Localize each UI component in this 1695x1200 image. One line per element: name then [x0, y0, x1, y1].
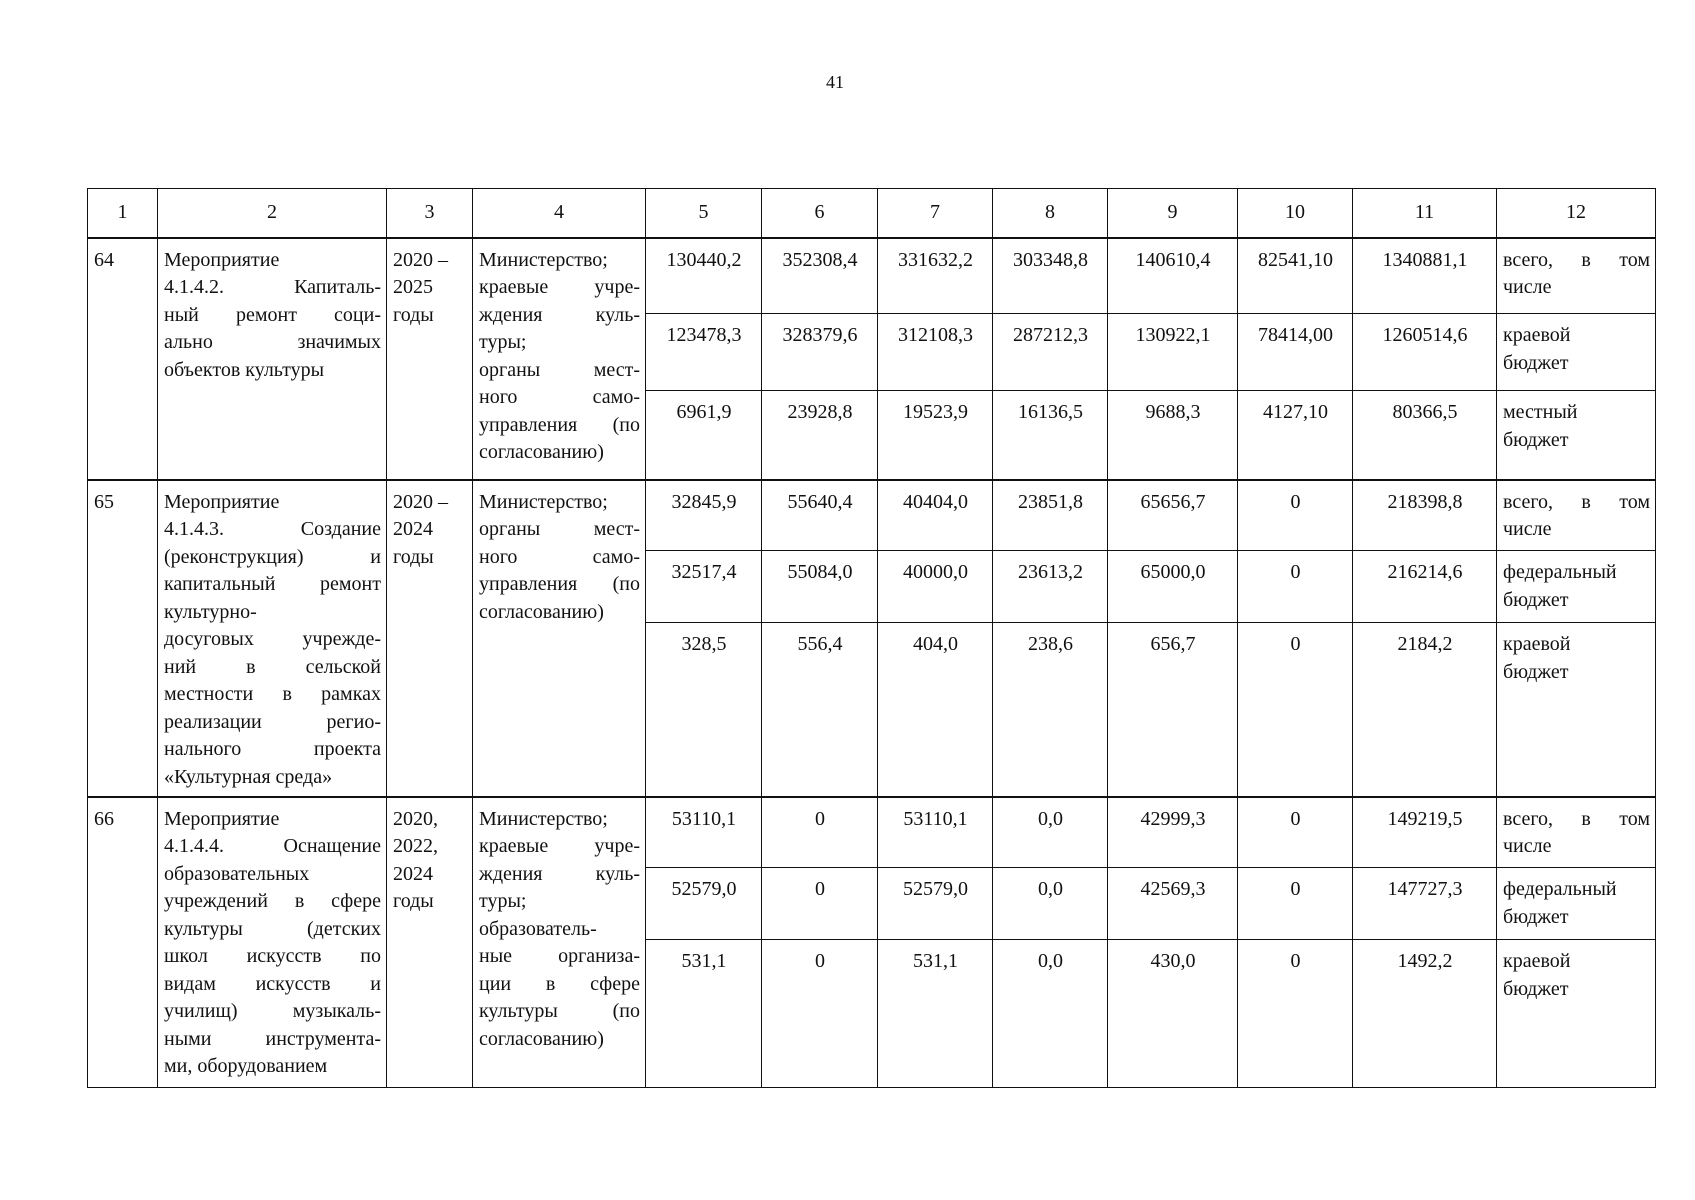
row-number: 65	[88, 480, 158, 797]
column-header: 8	[993, 189, 1108, 238]
value-cell: 53110,1	[878, 797, 993, 868]
text-line: числе	[1503, 276, 1552, 298]
value-cell: 82541,10	[1238, 238, 1353, 314]
text-line: досуговых учрежде-	[164, 628, 381, 650]
text-line: всего, в том	[1503, 807, 1650, 830]
text-line: управления (по	[479, 573, 640, 595]
funding-source	[1497, 314, 1656, 391]
row-number: 66	[88, 797, 158, 1088]
text-line: бюджет	[1503, 905, 1569, 928]
value-cell: 19523,9	[878, 391, 993, 480]
value-cell: 32845,9	[646, 480, 762, 551]
text-line: Министерство;	[479, 807, 608, 830]
value-cell: 331632,2	[878, 238, 993, 314]
value-cell: 23613,2	[993, 551, 1108, 623]
value-cell: 52579,0	[646, 868, 762, 940]
text-line: школ искусств по	[164, 945, 381, 967]
value-cell: 140610,4	[1108, 238, 1238, 314]
value-cell: 531,1	[878, 940, 993, 1088]
value-cell: 65656,7	[1108, 480, 1238, 551]
value-cell: 0	[762, 940, 878, 1088]
value-cell: 0	[1238, 940, 1353, 1088]
value-cell: 0	[1238, 551, 1353, 623]
text-line: числе	[1503, 835, 1552, 857]
text-line: 2025	[393, 276, 433, 298]
value-cell: 0	[1238, 623, 1353, 797]
column-header: 9	[1108, 189, 1238, 238]
header-row	[88, 189, 1656, 238]
text-line: ждения куль-	[479, 862, 640, 885]
text-line: объектов культуры	[164, 358, 325, 381]
value-cell: 32517,4	[646, 551, 762, 623]
text-line: согласованию)	[479, 441, 604, 463]
value-cell: 328,5	[646, 623, 762, 797]
value-cell: 53110,1	[646, 797, 762, 868]
text-line: местности в рамках	[164, 683, 381, 705]
value-cell: 55084,0	[762, 551, 878, 623]
value-cell: 40404,0	[878, 480, 993, 551]
column-header: 12	[1497, 189, 1656, 238]
value-cell: 6961,9	[646, 391, 762, 480]
text-line: культуры (по	[479, 1000, 640, 1022]
text-line: годы	[393, 545, 434, 568]
text-line: всего, в том	[1503, 490, 1650, 513]
table-row	[88, 797, 1656, 868]
value-cell: 216214,6	[1353, 551, 1497, 623]
value-cell: 352308,4	[762, 238, 878, 314]
text-line: ми, оборудованием	[164, 1055, 328, 1077]
text-line: нального проекта	[164, 738, 381, 760]
value-cell: 312108,3	[878, 314, 993, 391]
text-line: управления (по	[479, 413, 640, 436]
measure-title	[158, 238, 387, 480]
text-line: 4.1.4.2. Капиталь-	[164, 276, 381, 298]
funding-source	[1497, 940, 1656, 1088]
value-cell: 238,6	[993, 623, 1108, 797]
value-cell: 65000,0	[1108, 551, 1238, 623]
text-line: 2020 –	[393, 248, 448, 271]
text-line: числе	[1503, 518, 1552, 540]
text-line: федеральный	[1503, 561, 1617, 583]
funding-source	[1497, 551, 1656, 623]
value-cell: 303348,8	[993, 238, 1108, 314]
value-cell: 1492,2	[1353, 940, 1497, 1088]
text-line: краевые учре-	[479, 276, 640, 298]
text-line: 4.1.4.3. Создание	[164, 518, 381, 540]
text-line: реализации регио-	[164, 710, 381, 733]
value-cell: 23851,8	[993, 480, 1108, 551]
value-cell: 2184,2	[1353, 623, 1497, 797]
text-line: Мероприятие	[164, 807, 280, 830]
funding-source	[1497, 480, 1656, 551]
text-line: бюджет	[1503, 428, 1569, 451]
column-header: 5	[646, 189, 762, 238]
value-cell: 23928,8	[762, 391, 878, 480]
text-line: органы мест-	[479, 518, 640, 540]
text-line: туры;	[479, 890, 527, 912]
funding-source	[1497, 797, 1656, 868]
funding-source	[1497, 623, 1656, 797]
column-header: 6	[762, 189, 878, 238]
text-line: ний в сельской	[164, 655, 381, 678]
value-cell: 42569,3	[1108, 868, 1238, 940]
text-line: бюджет	[1503, 977, 1569, 1000]
executors	[473, 480, 646, 797]
text-line: Мероприятие	[164, 490, 280, 513]
text-line: культуры (детских	[164, 917, 381, 940]
executors	[473, 238, 646, 480]
text-line: 2024	[393, 862, 433, 885]
text-line: годы	[393, 890, 434, 912]
value-cell: 0,0	[993, 868, 1108, 940]
value-cell: 52579,0	[878, 868, 993, 940]
text-line: бюджет	[1503, 660, 1569, 683]
text-line: органы мест-	[479, 358, 640, 381]
text-line: ждения куль-	[479, 303, 640, 326]
page-number: 41	[826, 72, 844, 92]
text-line: видам искусств и	[164, 972, 381, 995]
value-cell: 16136,5	[993, 391, 1108, 480]
value-cell: 1260514,6	[1353, 314, 1497, 391]
value-cell: 556,4	[762, 623, 878, 797]
text-line: образовательных	[164, 862, 310, 885]
measure-title	[158, 480, 387, 797]
value-cell: 656,7	[1108, 623, 1238, 797]
executors	[473, 797, 646, 1088]
value-cell: 0	[1238, 868, 1353, 940]
column-header: 3	[387, 189, 473, 238]
text-line: ный ремонт соци-	[164, 303, 381, 326]
text-line: ного само-	[479, 386, 640, 408]
value-cell: 40000,0	[878, 551, 993, 623]
row-number: 64	[88, 238, 158, 480]
funding-table	[87, 188, 1656, 1088]
text-line: ного само-	[479, 545, 640, 568]
value-cell: 531,1	[646, 940, 762, 1088]
period	[387, 238, 473, 480]
value-cell: 9688,3	[1108, 391, 1238, 480]
value-cell: 218398,8	[1353, 480, 1497, 551]
text-line: 2022,	[393, 835, 438, 857]
table-row	[88, 480, 1656, 551]
column-header: 2	[158, 189, 387, 238]
value-cell: 147727,3	[1353, 868, 1497, 940]
text-line: всего, в том	[1503, 248, 1650, 271]
value-cell: 0	[1238, 480, 1353, 551]
value-cell: 78414,00	[1238, 314, 1353, 391]
text-line: Министерство;	[479, 490, 608, 513]
text-line: годы	[393, 303, 434, 326]
text-line: краевой	[1503, 950, 1571, 972]
text-line: краевые учре-	[479, 835, 640, 857]
text-line: ально значимых	[164, 331, 381, 353]
text-line: 2024	[393, 518, 433, 540]
text-line: федеральный	[1503, 878, 1617, 900]
value-cell: 0	[762, 868, 878, 940]
column-header: 11	[1353, 189, 1497, 238]
value-cell: 287212,3	[993, 314, 1108, 391]
value-cell: 404,0	[878, 623, 993, 797]
text-line: краевой	[1503, 633, 1571, 655]
text-line: 4.1.4.4. Оснащение	[164, 835, 381, 857]
text-line: капитальный ремонт	[164, 573, 381, 595]
column-header: 4	[473, 189, 646, 238]
text-line: бюджет	[1503, 351, 1569, 374]
measure-title	[158, 797, 387, 1088]
value-cell: 0	[1238, 797, 1353, 868]
value-cell: 0,0	[993, 797, 1108, 868]
value-cell: 42999,3	[1108, 797, 1238, 868]
value-cell: 0	[762, 797, 878, 868]
text-line: 2020,	[393, 807, 438, 830]
value-cell: 1340881,1	[1353, 238, 1497, 314]
text-line: Мероприятие	[164, 248, 280, 271]
text-line: бюджет	[1503, 588, 1569, 611]
text-line: согласованию)	[479, 1027, 604, 1050]
value-cell: 123478,3	[646, 314, 762, 391]
text-line: согласованию)	[479, 600, 604, 623]
text-line: ции в сфере	[479, 972, 640, 995]
text-line: краевой	[1503, 324, 1571, 346]
value-cell: 130922,1	[1108, 314, 1238, 391]
value-cell: 80366,5	[1353, 391, 1497, 480]
value-cell: 55640,4	[762, 480, 878, 551]
period	[387, 480, 473, 797]
text-line: «Культурная среда»	[164, 765, 333, 788]
text-line: туры;	[479, 331, 527, 353]
text-line: (реконструкция) и	[164, 545, 381, 568]
text-line: 2020 –	[393, 490, 448, 513]
text-line: культурно-	[164, 600, 257, 623]
text-line: училищ) музыкаль-	[164, 1000, 381, 1022]
text-line: образователь-	[479, 917, 597, 940]
column-header: 10	[1238, 189, 1353, 238]
funding-source	[1497, 868, 1656, 940]
column-header: 7	[878, 189, 993, 238]
value-cell: 4127,10	[1238, 391, 1353, 480]
value-cell: 0,0	[993, 940, 1108, 1088]
table-row	[88, 238, 1656, 314]
column-header: 1	[88, 189, 158, 238]
value-cell: 149219,5	[1353, 797, 1497, 868]
value-cell: 130440,2	[646, 238, 762, 314]
text-line: Министерство;	[479, 248, 608, 271]
funding-source	[1497, 391, 1656, 480]
text-line: ные организа-	[479, 945, 640, 967]
value-cell: 430,0	[1108, 940, 1238, 1088]
funding-source	[1497, 238, 1656, 314]
period	[387, 797, 473, 1088]
value-cell: 328379,6	[762, 314, 878, 391]
text-line: ными инструмента-	[164, 1027, 381, 1050]
text-line: местный	[1503, 401, 1578, 423]
text-line: учреждений в сфере	[164, 890, 381, 912]
